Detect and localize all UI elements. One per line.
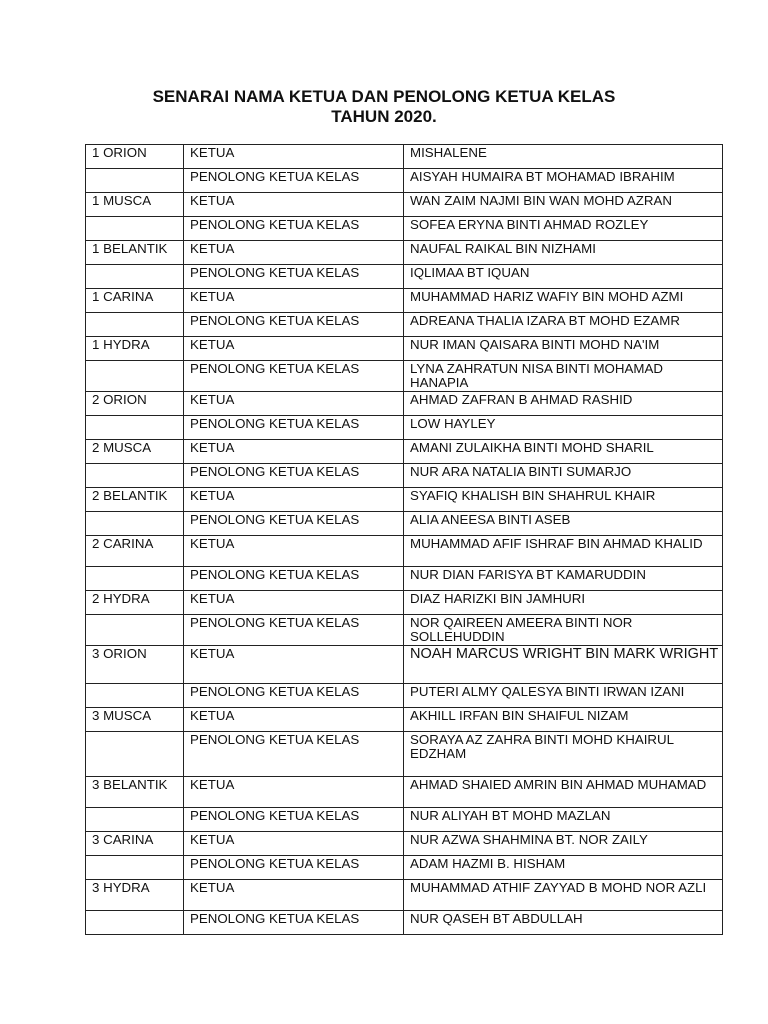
name-cell: NUR QASEH BT ABDULLAH [404,911,723,935]
class-cell: 1 MUSCA [86,193,184,217]
role-cell: PENOLONG KETUA KELAS [184,684,404,708]
name-cell: SORAYA AZ ZAHRA BINTI MOHD KHAIRUL EDZHAM [404,732,723,777]
role-cell: KETUA [184,337,404,361]
class-cell: 3 MUSCA [86,708,184,732]
table-row [86,591,723,615]
role-cell: KETUA [184,708,404,732]
role-cell: KETUA [184,392,404,416]
table-row [86,684,723,708]
name-cell: NAUFAL RAIKAL BIN NIZHAMI [404,241,723,265]
class-cell [86,808,184,832]
name-cell: DIAZ HARIZKI BIN JAMHURI [404,591,723,615]
table-row [86,536,723,567]
name-cell: ALIA ANEESA BINTI ASEB [404,512,723,536]
name-cell: AISYAH HUMAIRA BT MOHAMAD IBRAHIM [404,169,723,193]
class-cell: 1 ORION [86,145,184,169]
role-cell: PENOLONG KETUA KELAS [184,856,404,880]
name-cell: SYAFIQ KHALISH BIN SHAHRUL KHAIR [404,488,723,512]
table-row [86,488,723,512]
name-cell: PUTERI ALMY QALESYA BINTI IRWAN IZANI [404,684,723,708]
role-cell: KETUA [184,832,404,856]
class-cell [86,217,184,241]
role-cell: KETUA [184,777,404,808]
class-cell [86,911,184,935]
role-cell: KETUA [184,193,404,217]
class-cell [86,856,184,880]
class-cell [86,684,184,708]
class-cell [86,615,184,646]
name-cell: SOFEA ERYNA BINTI AHMAD ROZLEY [404,217,723,241]
role-cell: KETUA [184,536,404,567]
role-cell: PENOLONG KETUA KELAS [184,911,404,935]
class-cell [86,265,184,289]
name-cell: MUHAMMAD HARIZ WAFIY BIN MOHD AZMI [404,289,723,313]
class-cell [86,313,184,337]
class-cell [86,169,184,193]
class-cell: 2 CARINA [86,536,184,567]
role-cell: KETUA [184,488,404,512]
table-row [86,337,723,361]
role-cell: KETUA [184,241,404,265]
class-cell: 2 HYDRA [86,591,184,615]
name-cell: NOAH MARCUS WRIGHT BIN MARK WRIGHT [404,646,723,684]
title-line-2: TAHUN 2020. [331,107,437,126]
class-cell [86,732,184,777]
table-row [86,708,723,732]
table-row [86,732,723,777]
role-cell: PENOLONG KETUA KELAS [184,464,404,488]
name-cell: AKHILL IRFAN BIN SHAIFUL NIZAM [404,708,723,732]
name-cell: ADREANA THALIA IZARA BT MOHD EZAMR [404,313,723,337]
table-row [86,361,723,392]
name-cell: MUHAMMAD AFIF ISHRAF BIN AHMAD KHALID [404,536,723,567]
role-cell: PENOLONG KETUA KELAS [184,217,404,241]
table-row [86,416,723,440]
name-cell: NUR ALIYAH BT MOHD MAZLAN [404,808,723,832]
name-cell: NUR AZWA SHAHMINA BT. NOR ZAILY [404,832,723,856]
table-row [86,808,723,832]
class-cell: 2 ORION [86,392,184,416]
table-row [86,193,723,217]
name-cell: MUHAMMAD ATHIF ZAYYAD B MOHD NOR AZLI [404,880,723,911]
table-row [86,289,723,313]
table-row [86,464,723,488]
class-leaders-table [85,144,723,935]
table-row [86,313,723,337]
class-cell: 3 ORION [86,646,184,684]
table-row [86,646,723,684]
role-cell: KETUA [184,880,404,911]
class-cell [86,567,184,591]
class-cell: 1 CARINA [86,289,184,313]
name-cell: IQLIMAA BT IQUAN [404,265,723,289]
class-cell: 2 BELANTIK [86,488,184,512]
name-cell: NUR DIAN FARISYA BT KAMARUDDIN [404,567,723,591]
table-row [86,265,723,289]
role-cell: PENOLONG KETUA KELAS [184,512,404,536]
role-cell: PENOLONG KETUA KELAS [184,808,404,832]
name-cell: AHMAD SHAIED AMRIN BIN AHMAD MUHAMAD [404,777,723,808]
role-cell: PENOLONG KETUA KELAS [184,169,404,193]
class-cell: 3 BELANTIK [86,777,184,808]
table-row [86,440,723,464]
class-cell [86,512,184,536]
class-cell: 3 HYDRA [86,880,184,911]
role-cell: PENOLONG KETUA KELAS [184,265,404,289]
name-cell: NUR IMAN QAISARA BINTI MOHD NA'IM [404,337,723,361]
name-cell: AMANI ZULAIKHA BINTI MOHD SHARIL [404,440,723,464]
role-cell: PENOLONG KETUA KELAS [184,615,404,646]
name-cell: AHMAD ZAFRAN B AHMAD RASHID [404,392,723,416]
role-cell: KETUA [184,646,404,684]
role-cell: PENOLONG KETUA KELAS [184,361,404,392]
name-cell: LOW HAYLEY [404,416,723,440]
table-row [86,777,723,808]
name-cell: ADAM HAZMI B. HISHAM [404,856,723,880]
role-cell: KETUA [184,145,404,169]
table-row [86,217,723,241]
name-cell: MISHALENE [404,145,723,169]
class-cell [86,464,184,488]
table-row [86,567,723,591]
table-row [86,880,723,911]
table-row [86,241,723,265]
role-cell: PENOLONG KETUA KELAS [184,567,404,591]
class-cell: 3 CARINA [86,832,184,856]
class-cell: 1 BELANTIK [86,241,184,265]
name-cell: LYNA ZAHRATUN NISA BINTI MOHAMAD HANAPIA [404,361,723,392]
class-cell [86,361,184,392]
name-cell: WAN ZAIM NAJMI BIN WAN MOHD AZRAN [404,193,723,217]
name-cell: NOR QAIREEN AMEERA BINTI NOR SOLLEHUDDIN [404,615,723,646]
table-row [86,392,723,416]
role-cell: KETUA [184,440,404,464]
role-cell: KETUA [184,591,404,615]
name-cell: NUR ARA NATALIA BINTI SUMARJO [404,464,723,488]
class-cell: 1 HYDRA [86,337,184,361]
title-line-1: SENARAI NAMA KETUA DAN PENOLONG KETUA KELAS [152,87,616,106]
table-row [86,856,723,880]
table-row [86,512,723,536]
table-row [86,832,723,856]
table-row [86,145,723,169]
document-title [0,87,768,127]
table-body [86,145,723,935]
role-cell: PENOLONG KETUA KELAS [184,313,404,337]
table-row [86,615,723,646]
role-cell: KETUA [184,289,404,313]
class-cell [86,416,184,440]
role-cell: PENOLONG KETUA KELAS [184,416,404,440]
class-cell: 2 MUSCA [86,440,184,464]
table-row [86,169,723,193]
table-row [86,911,723,935]
role-cell: PENOLONG KETUA KELAS [184,732,404,777]
